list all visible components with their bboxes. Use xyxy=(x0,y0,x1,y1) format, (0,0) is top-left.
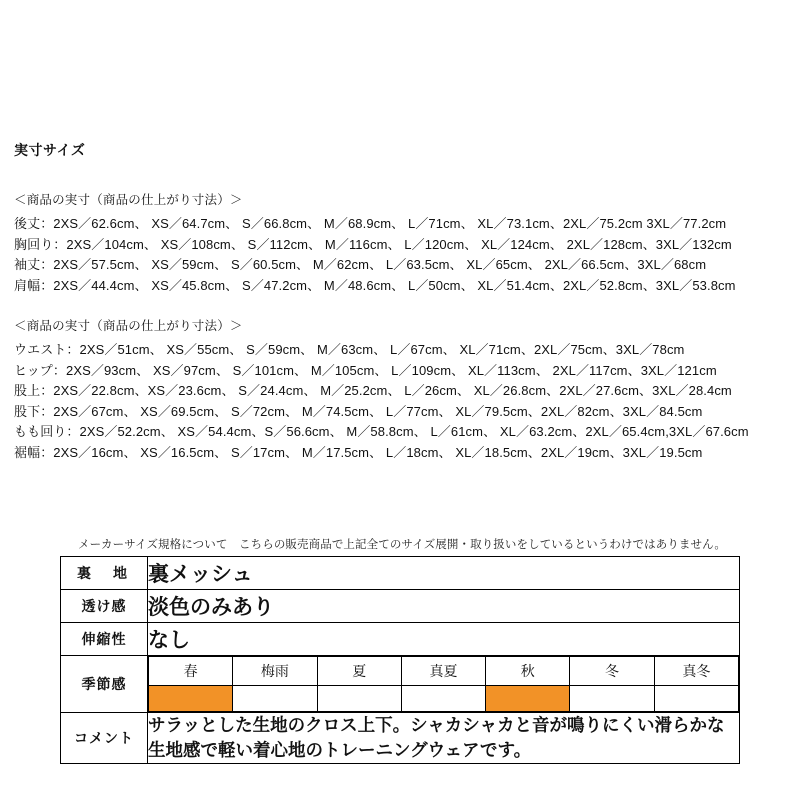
maker-size-note: メーカーサイズ規格について こちらの販売商品で上記全てのサイズ展開・取り扱いをしているというわけではありません。 xyxy=(78,539,726,551)
season-mark-midwinter xyxy=(654,686,738,712)
measurement-line: もも回り：2XS／52.2cm、 XS／54.4cm、S／56.6cm、 M／58.8cm、 L／61cm、 XL／63.2cm、2XL／65.4cm,3XL／67.6cm xyxy=(14,424,749,439)
spec-label: 伸縮性 xyxy=(61,623,148,656)
measurement-line: 股上：2XS／22.8cm、XS／23.6cm、 S／24.4cm、 M／25.2cm、 L／26cm、 XL／26.8cm、2XL／27.6cm、3XL／28.4cm xyxy=(14,383,732,398)
measurement-line: 袖丈：2XS／57.5cm、 XS／59cm、 S／60.5cm、 M／62cm、 L／63.5cm、 XL／65cm、 2XL／66.5cm、3XL／68cm xyxy=(14,257,707,272)
season-mark-autumn xyxy=(486,686,570,712)
spec-value: 裏メッシュ xyxy=(148,557,740,590)
season-name: 真冬 xyxy=(654,657,738,686)
group-heading-top: ＜商品の実寸（商品の仕上がり寸法）＞ xyxy=(14,193,243,207)
season-name: 夏 xyxy=(317,657,401,686)
spec-label: 透け感 xyxy=(61,590,148,623)
season-mark-row xyxy=(149,686,739,712)
season-name: 冬 xyxy=(570,657,654,686)
spec-table xyxy=(60,556,740,764)
spec-value: 淡色のみあり xyxy=(148,590,740,623)
season-mark-summer xyxy=(317,686,401,712)
comment-label: コメント xyxy=(61,713,148,764)
season-mark-midsummer xyxy=(401,686,485,712)
spec-value: なし xyxy=(148,623,740,656)
spec-label: 裏 地 xyxy=(61,557,148,590)
season-name: 真夏 xyxy=(401,657,485,686)
measurement-line: 肩幅：2XS／44.4cm、 XS／45.8cm、 S／47.2cm、 M／48.6cm、 L／50cm、 XL／51.4cm、2XL／52.8cm、3XL／53.8cm xyxy=(14,277,736,293)
season-name: 秋 xyxy=(486,657,570,686)
measurement-line: 股下：2XS／67cm、 XS／69.5cm、 S／72cm、 M／74.5cm、 L／77cm、 XL／79.5cm、2XL／82cm、3XL／84.5cm xyxy=(14,403,703,419)
size-section xyxy=(14,140,786,463)
table-row-season xyxy=(61,656,740,713)
season-mark-winter xyxy=(570,686,654,712)
comment-text: サラッとした生地のクロス上下。シャカシャカと音が鳴りにくい滑らかな生地感で軽い着心地のトレーニングウェアです。 xyxy=(148,713,740,764)
season-table xyxy=(148,656,739,712)
season-label: 季節感 xyxy=(61,656,148,713)
table-row xyxy=(61,557,740,590)
table-row xyxy=(61,623,740,656)
measurement-group-top xyxy=(14,190,786,296)
season-name: 梅雨 xyxy=(233,657,317,686)
section-title: 実寸サイズ xyxy=(14,142,86,158)
season-name-row xyxy=(149,657,739,686)
measurement-group-bottom xyxy=(14,316,786,463)
measurement-line: ウエスト：2XS／51cm、 XS／55cm、 S／59cm、 M／63cm、 L／67cm、 XL／71cm、2XL／75cm、3XL／78cm xyxy=(14,342,685,357)
season-mark-spring xyxy=(149,686,233,712)
measurement-line: 裾幅：2XS／16cm、 XS／16.5cm、 S／17cm、 M／17.5cm、 L／18cm、 XL／18.5cm、2XL／19cm、3XL／19.5cm xyxy=(14,444,703,460)
season-name: 春 xyxy=(149,657,233,686)
group-spacer xyxy=(14,296,786,316)
group-heading-bottom: ＜商品の実寸（商品の仕上がり寸法）＞ xyxy=(14,319,243,333)
season-mark-rainy xyxy=(233,686,317,712)
season-cell xyxy=(148,656,740,713)
measurement-line: 後丈：2XS／62.6cm、 XS／64.7cm、 S／66.8cm、 M／68.9cm、 L／71cm、 XL／73.1cm、2XL／75.2cm 3XL／77.2cm xyxy=(14,216,727,231)
table-row xyxy=(61,590,740,623)
table-row-comment xyxy=(61,713,740,764)
measurement-line: 胸回り：2XS／104cm、 XS／108cm、 S／112cm、 M／116cm、 L／120cm、 XL／124cm、 2XL／128cm、3XL／132cm xyxy=(14,236,732,252)
measurement-line: ヒップ：2XS／93cm、 XS／97cm、 S／101cm、 M／105cm、 L／109cm、 XL／113cm、 2XL／117cm、3XL／121cm xyxy=(14,362,717,378)
